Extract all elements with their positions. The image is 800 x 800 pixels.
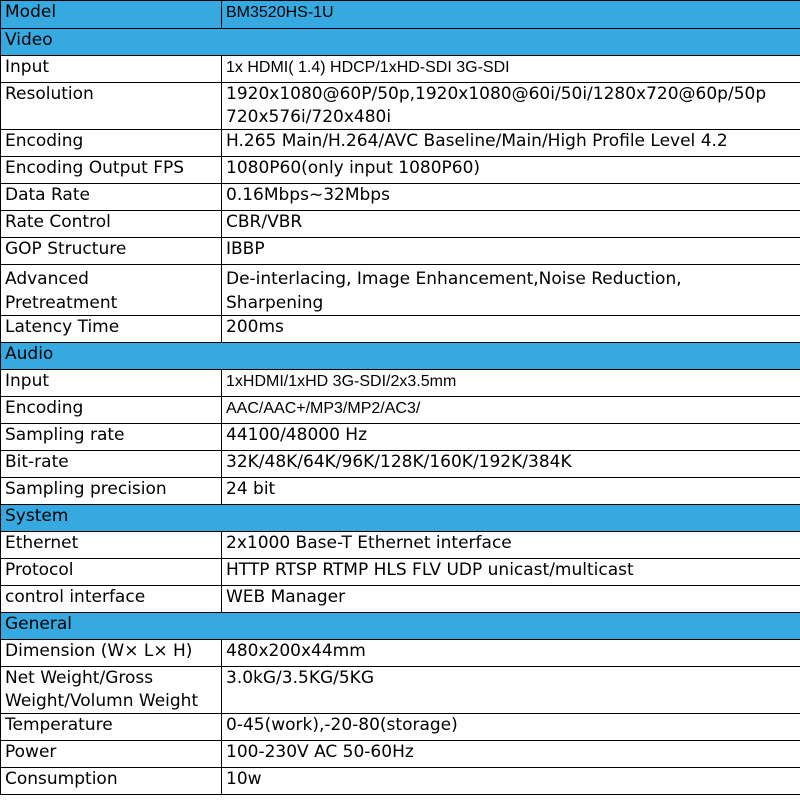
row-value: 2x1000 Base-T Ethernet interface xyxy=(222,532,800,559)
section-title: Video xyxy=(1,29,800,56)
row-label: Input xyxy=(1,370,222,397)
table-row xyxy=(1,640,800,667)
row-label: Dimension (W× L× H) xyxy=(1,640,222,667)
row-value xyxy=(222,83,800,130)
row-label: Encoding xyxy=(1,397,222,424)
table-row xyxy=(1,316,800,343)
row-value: AAC/AAC+/MP3/MP2/AC3/ xyxy=(222,397,800,424)
table-row xyxy=(1,532,800,559)
row-value: 44100/48000 Hz xyxy=(222,424,800,451)
row-value: 32K/48K/64K/96K/128K/160K/192K/384K xyxy=(222,451,800,478)
table-row xyxy=(1,741,800,768)
row-label: Encoding Output FPS xyxy=(1,157,222,184)
table-row xyxy=(1,424,800,451)
label-line: Weight/Volumn Weight xyxy=(5,691,199,711)
row-value: WEB Manager xyxy=(222,586,800,613)
row-label: Ethernet xyxy=(1,532,222,559)
table-row xyxy=(1,370,800,397)
row-label: Power xyxy=(1,741,222,768)
row-label: Input xyxy=(1,56,222,83)
table-row xyxy=(1,83,800,130)
section-header-video xyxy=(1,29,800,56)
table-row xyxy=(1,714,800,741)
row-value: 1080P60(only input 1080P60) xyxy=(222,157,800,184)
model-label: Model xyxy=(1,1,222,29)
section-title: System xyxy=(1,505,800,532)
value-line: 720x576i/720x480i xyxy=(226,107,392,127)
row-value: 0.16Mbps~32Mbps xyxy=(222,184,800,211)
row-label xyxy=(1,265,222,316)
table-row xyxy=(1,238,800,265)
row-label: Latency Time xyxy=(1,316,222,343)
row-label: Bit-rate xyxy=(1,451,222,478)
model-value: BM3520HS-1U xyxy=(222,1,800,29)
table-row xyxy=(1,768,800,795)
table-row xyxy=(1,397,800,424)
table-row xyxy=(1,586,800,613)
row-value: IBBP xyxy=(222,238,800,265)
table-row xyxy=(1,478,800,505)
row-value: 1x HDMI( 1.4) HDCP/1xHD-SDI 3G-SDI xyxy=(222,56,800,83)
row-label: Sampling precision xyxy=(1,478,222,505)
table-row xyxy=(1,667,800,714)
row-label: Resolution xyxy=(1,83,222,130)
row-label: Temperature xyxy=(1,714,222,741)
row-value: HTTP RTSP RTMP HLS FLV UDP unicast/multicast xyxy=(222,559,800,586)
section-header-audio xyxy=(1,343,800,370)
table-row xyxy=(1,559,800,586)
row-value: 24 bit xyxy=(222,478,800,505)
row-value: 100-230V AC 50-60Hz xyxy=(222,741,800,768)
row-label: Rate Control xyxy=(1,211,222,238)
row-label: Sampling rate xyxy=(1,424,222,451)
table-row xyxy=(1,56,800,83)
row-label: Protocol xyxy=(1,559,222,586)
row-value: 200ms xyxy=(222,316,800,343)
table-row xyxy=(1,184,800,211)
table-row xyxy=(1,451,800,478)
row-value: 1xHDMI/1xHD 3G-SDI/2x3.5mm xyxy=(222,370,800,397)
row-value: 10w xyxy=(222,768,800,795)
section-header-system xyxy=(1,505,800,532)
value-line: Sharpening xyxy=(226,293,324,313)
row-value: 3.0kG/3.5KG/5KG xyxy=(222,667,800,714)
label-line: Advanced xyxy=(5,269,89,289)
row-label: Data Rate xyxy=(1,184,222,211)
value-line: 1920x1080@60P/50p,1920x1080@60i/50i/1280x720@60p/50p xyxy=(226,84,767,104)
value-line: De-interlacing, Image Enhancement,Noise Reduction, xyxy=(226,269,682,289)
row-value: CBR/VBR xyxy=(222,211,800,238)
row-value xyxy=(222,265,800,316)
row-label: GOP Structure xyxy=(1,238,222,265)
row-value: H.265 Main/H.264/AVC Baseline/Main/High Profile Level 4.2 xyxy=(222,130,800,157)
section-title: Audio xyxy=(1,343,800,370)
table-row xyxy=(1,211,800,238)
row-label: Encoding xyxy=(1,130,222,157)
row-label: Consumption xyxy=(1,768,222,795)
section-header-general xyxy=(1,613,800,640)
section-title: General xyxy=(1,613,800,640)
model-row xyxy=(1,1,800,29)
row-value: 480x200x44mm xyxy=(222,640,800,667)
row-value: 0-45(work),-20-80(storage) xyxy=(222,714,800,741)
label-line: Net Weight/Gross xyxy=(5,668,154,688)
row-label: control interface xyxy=(1,586,222,613)
table-row xyxy=(1,265,800,316)
table-row xyxy=(1,157,800,184)
label-line: Pretreatment xyxy=(5,293,118,313)
row-label xyxy=(1,667,222,714)
table-row xyxy=(1,130,800,157)
